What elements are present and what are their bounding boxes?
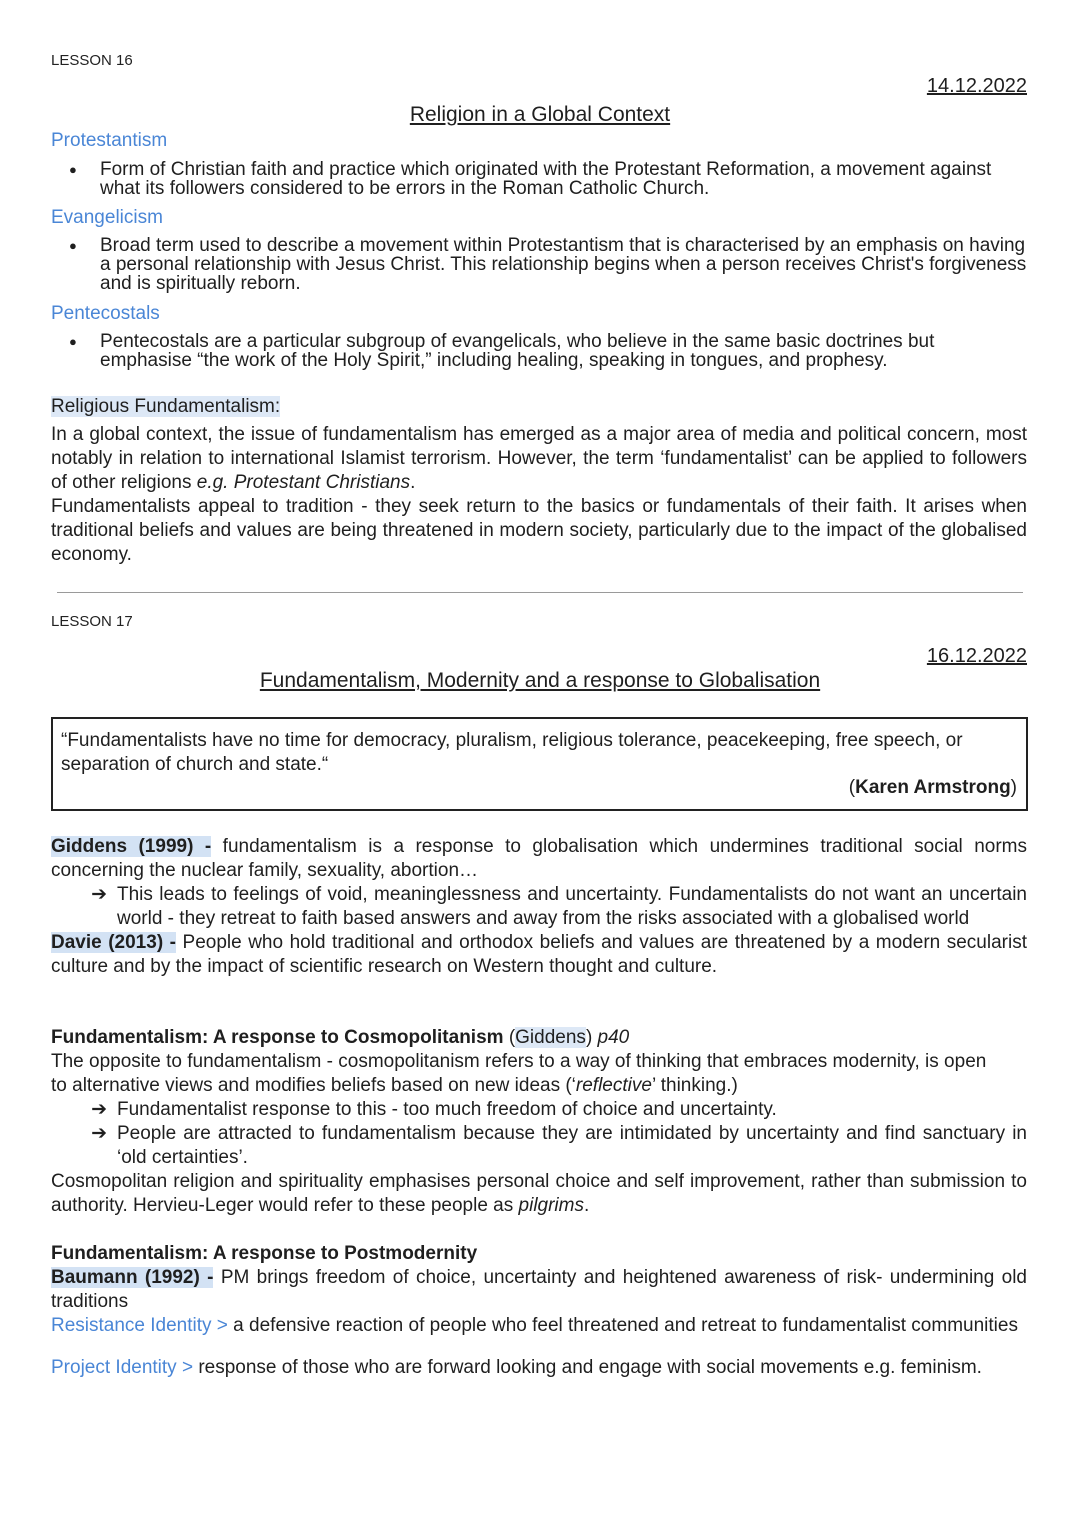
lesson-17-title: Fundamentalism, Modernity and a response to Globalisation bbox=[259, 669, 821, 692]
section-heading: Religious Fundamentalism: bbox=[51, 396, 281, 417]
cosmo-heading: Fundamentalism: A response to Cosmopolitanism (Giddens) p40 bbox=[51, 1027, 630, 1048]
arrow-item: ➔ Fundamentalist response to this - too much freedom of choice and uncertainty. bbox=[51, 1098, 1027, 1122]
term-heading-pentecostals: Pentecostals bbox=[51, 303, 160, 324]
arrow-right-icon: ➔ bbox=[91, 884, 107, 905]
bullet-dot-icon: ● bbox=[69, 238, 77, 253]
bullet-dot-icon: ● bbox=[69, 162, 77, 177]
postmodernity-section bbox=[51, 1242, 1027, 1380]
davie-paragraph: Davie (2013) - People who hold traditional and orthodox beliefs and values are threatened by a modern secularist culture and by the impact of scientific research on Western thought and culture. bbox=[51, 932, 1027, 977]
baumann-paragraph: Baumann (1992) - PM brings freedom of choice, uncertainty and heightened awareness of risk- undermining old traditions bbox=[51, 1267, 1027, 1312]
term-item-pentecostals bbox=[51, 332, 1031, 370]
term-item-evangelicism bbox=[51, 236, 1031, 293]
lesson-16-title: Religion in a Global Context bbox=[409, 103, 671, 126]
lesson-17-date: 16.12.2022 bbox=[926, 645, 1027, 667]
term-text: Broad term used to describe a movement within Protestantism that is characterised by an emphasis on having a personal relationship with Jesus Christ. This relationship begins when a person receives Christ's forgiveness and is spiritually reborn. bbox=[100, 235, 1027, 294]
paragraph: The opposite to fundamentalism - cosmopolitanism refers to a way of thinking that embraces modernity, is open to alternative views and modifies beliefs based on new ideas (‘reflective’ thinking.) bbox=[51, 1051, 987, 1096]
term-heading-evangelicism: Evangelicism bbox=[51, 207, 163, 228]
paragraph: Fundamentalists appeal to tradition - they seek return to the basics or fundamentals of their faith. It arises when traditional beliefs and values are being threatened in modern society, particularly due to the impact of the globalised economy. bbox=[51, 496, 1027, 565]
giddens-paragraph: Giddens (1999) - fundamentalism is a response to globalisation which undermines traditional social norms concerning the nuclear family, sexuality, abortion… bbox=[51, 836, 1027, 881]
fundamentalism-section bbox=[51, 395, 1027, 567]
quote-text: “Fundamentalists have no time for democracy, pluralism, religious tolerance, peacekeeping, free speech, or separation of church and state.“ bbox=[61, 730, 963, 775]
cosmopolitanism-section bbox=[51, 1026, 1027, 1218]
lesson-16-date: 14.12.2022 bbox=[926, 75, 1027, 97]
theorists-section bbox=[51, 835, 1027, 979]
term-text: Pentecostals are a particular subgroup of evangelicals, who believe in the same basic doctrines but emphasise “the work of the Holy Spirit,” including healing, speaking in tongues, and prophesy. bbox=[100, 331, 935, 371]
paragraph: In a global context, the issue of fundamentalism has emerged as a major area of media and political concern, most notably in relation to international Islamist terrorism. However, the term ‘fundamentalist’ can be applied to followers of other religions e.g. Protestant Christians. bbox=[51, 424, 1027, 493]
paragraph: Cosmopolitan religion and spirituality emphasises personal choice and self improvement, rather than submission to authority. Hervieu-Leger would refer to these people as pilgrims. bbox=[51, 1171, 1027, 1216]
term-heading-protestantism: Protestantism bbox=[51, 130, 168, 151]
arrow-right-icon: ➔ bbox=[91, 1123, 107, 1144]
resistance-identity: Resistance Identity > a defensive reaction of people who feel threatened and retreat to fundamentalist communities bbox=[51, 1315, 1018, 1336]
quote-attribution: (Karen Armstrong) bbox=[848, 777, 1017, 798]
postmod-heading: Fundamentalism: A response to Postmodernity bbox=[51, 1243, 478, 1264]
term-text: Form of Christian faith and practice which originated with the Protestant Reformation, a movement against what its followers considered to be errors in the Roman Catholic Church. bbox=[100, 159, 992, 199]
project-identity: Project Identity > response of those who are forward looking and engage with social movements e.g. feminism. bbox=[51, 1357, 982, 1378]
arrow-item: ➔ People are attracted to fundamentalism because they are intimidated by uncertainty and find sanctuary in ‘old certainties’. bbox=[51, 1122, 1027, 1170]
arrow-right-icon: ➔ bbox=[91, 1099, 107, 1120]
arrow-item: ➔ This leads to feelings of void, meaninglessness and uncertainty. Fundamentalists do not want an uncertain world - they retreat to faith based answers and away from the risks associated with a globalised world bbox=[51, 883, 1027, 931]
bullet-dot-icon: ● bbox=[69, 334, 77, 349]
lesson-16-label: LESSON 16 bbox=[51, 52, 133, 69]
term-item-protestantism bbox=[51, 160, 1031, 198]
section-divider bbox=[57, 592, 1023, 593]
lesson-17-label: LESSON 17 bbox=[51, 613, 133, 630]
